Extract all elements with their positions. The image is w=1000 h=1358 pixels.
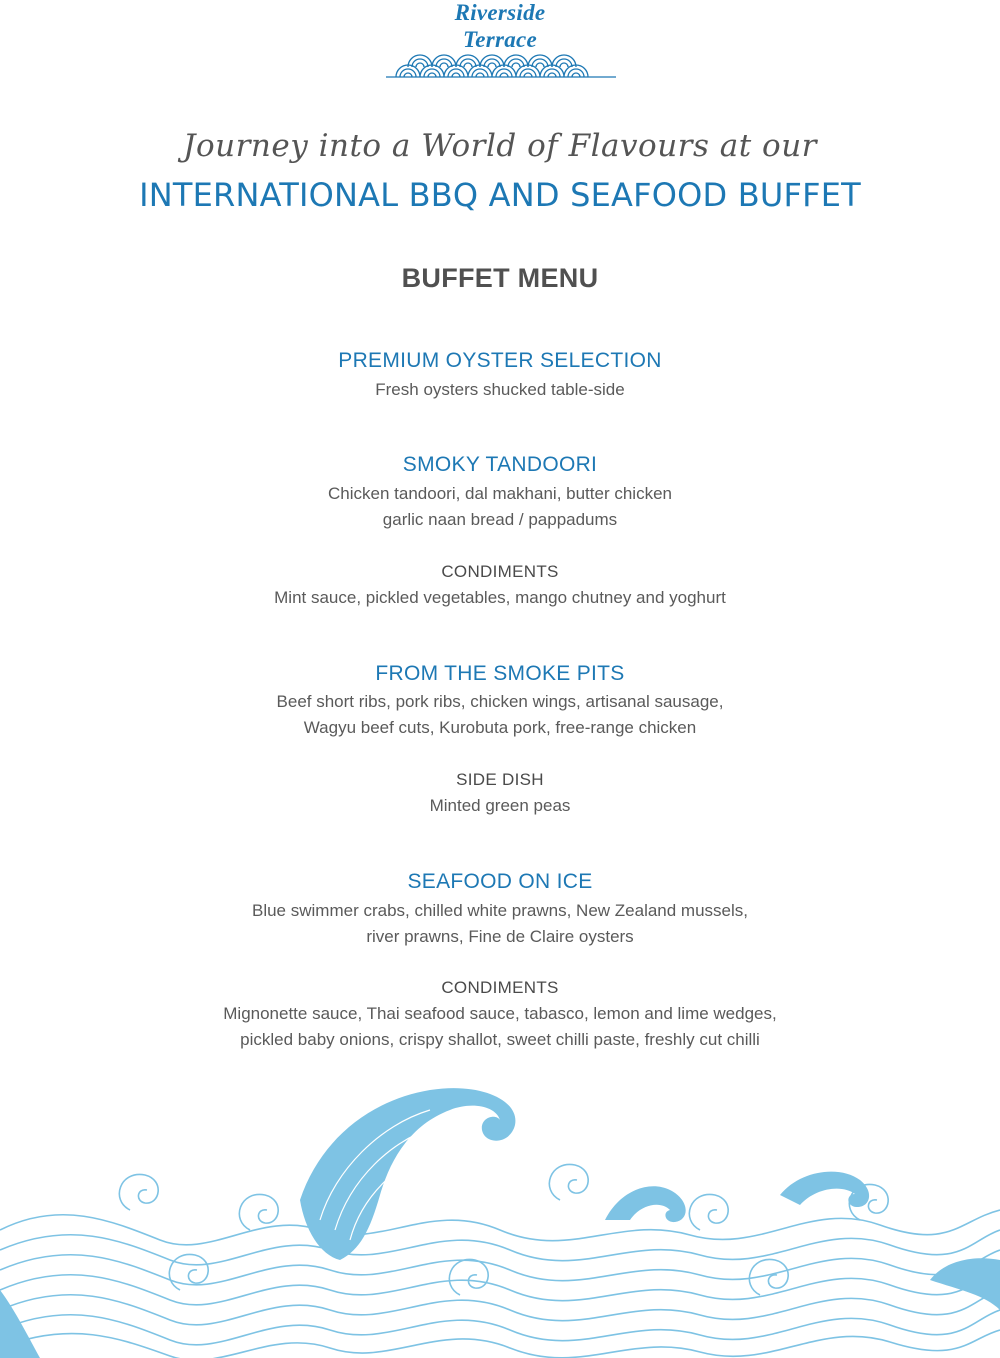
- section-title-seafood: SEAFOOD ON ICE: [407, 870, 593, 893]
- section-title-smoke-pits: FROM THE SMOKE PITS: [375, 662, 625, 685]
- section-title-tandoori: SMOKY TANDOORI: [402, 453, 598, 476]
- menu-title: BUFFET MENU: [401, 263, 599, 293]
- tagline: Journey into a World of Flavours at our: [183, 128, 817, 164]
- side-dish-line-1: Minted green peas: [429, 796, 571, 815]
- seafood-condiments-title: CONDIMENTS: [441, 978, 559, 997]
- side-dish-title: SIDE DISH: [456, 770, 544, 789]
- smoke-pits-line-1: Beef short ribs, pork ribs, chicken wings, artisanal sausage,: [276, 692, 724, 711]
- tandoori-condiments-line-1: Mint sauce, pickled vegetables, mango chutney and yoghurt: [274, 588, 726, 607]
- tandoori-condiments-title: CONDIMENTS: [441, 562, 559, 581]
- smoke-pits-line-2: Wagyu beef cuts, Kurobuta pork, free-range chicken: [303, 718, 697, 737]
- logo-line1: Riverside: [454, 0, 546, 25]
- seafood-line-2: river prawns, Fine de Claire oysters: [366, 927, 634, 946]
- section-title-oyster: PREMIUM OYSTER SELECTION: [338, 349, 662, 372]
- logo-wave-pattern-icon: [386, 52, 616, 78]
- seafood-condiments-line-1: Mignonette sauce, Thai seafood sauce, tabasco, lemon and lime wedges,: [223, 1004, 777, 1023]
- seafood-line-1: Blue swimmer crabs, chilled white prawns, New Zealand mussels,: [251, 901, 748, 920]
- oyster-line-1: Fresh oysters shucked table-side: [375, 380, 625, 399]
- tandoori-line-1: Chicken tandoori, dal makhani, butter chicken: [328, 484, 672, 503]
- logo-line2: Terrace: [462, 27, 538, 52]
- page-title: INTERNATIONAL BBQ AND SEAFOOD BUFFET: [139, 176, 861, 214]
- tandoori-line-2: garlic naan bread / pappadums: [382, 510, 618, 529]
- seafood-condiments-line-2: pickled baby onions, crispy shallot, sweet chilli paste, freshly cut chilli: [240, 1030, 760, 1049]
- ocean-waves-illustration: [0, 1080, 1000, 1358]
